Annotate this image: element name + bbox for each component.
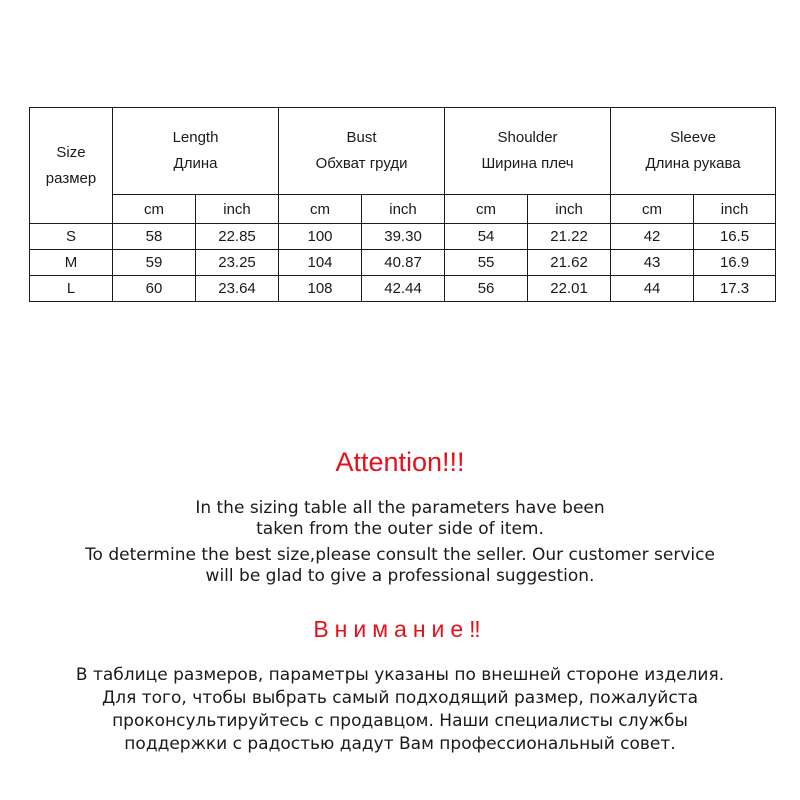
unit-cell: cm: [279, 195, 362, 224]
length-header-en: Length: [172, 129, 219, 146]
value-cell: 60: [113, 276, 196, 302]
value-cell: 100: [279, 224, 362, 250]
size-header-ru: размер: [45, 169, 97, 187]
notice-en-line: In the sizing table all the parameters have been: [195, 498, 605, 518]
notice-en-line: To determine the best size,please consult the seller. Our customer service: [85, 545, 715, 565]
value-cell: 23.64: [196, 276, 279, 302]
value-cell: 40.87: [362, 250, 445, 276]
attention-heading: Attention!!!: [335, 447, 465, 477]
notice-en-line: taken from the outer side of item.: [256, 519, 544, 539]
value-cell: 59: [113, 250, 196, 276]
bust-header-cell: [279, 108, 445, 195]
value-cell: 54: [445, 224, 528, 250]
value-cell: 39.30: [362, 224, 445, 250]
notice-ru-line: В таблице размеров, параметры указаны по внешней стороне изделия.: [75, 665, 725, 685]
table-row: [30, 224, 776, 250]
value-cell: 42.44: [362, 276, 445, 302]
sleeve-header-en: Sleeve: [670, 129, 716, 146]
unit-cell: inch: [362, 195, 445, 224]
unit-cell: cm: [611, 195, 694, 224]
value-cell: 43: [611, 250, 694, 276]
unit-cell: inch: [528, 195, 611, 224]
sleeve-header-ru: Длина рукава: [645, 155, 741, 172]
value-cell: 22.85: [196, 224, 279, 250]
table-row: [30, 276, 776, 302]
size-chart-table: [29, 107, 776, 302]
value-cell: 17.3: [694, 276, 776, 302]
units-row: [30, 195, 776, 224]
size-header-cell: [30, 108, 113, 224]
unit-cell: cm: [445, 195, 528, 224]
notice-ru-line: проконсультируйтесь с продавцом. Наши специалисты службы: [112, 711, 688, 731]
length-header-ru: Длина: [173, 155, 218, 172]
value-cell: 55: [445, 250, 528, 276]
bust-header-ru: Обхват груди: [315, 155, 408, 172]
size-cell: M: [30, 250, 113, 276]
value-cell: 16.9: [694, 250, 776, 276]
bust-header-en: Bust: [346, 129, 377, 146]
shoulder-header-en: Shoulder: [497, 129, 558, 146]
value-cell: 21.62: [528, 250, 611, 276]
attention-heading-ru: Внимание‼: [313, 616, 487, 642]
value-cell: 23.25: [196, 250, 279, 276]
value-cell: 56: [445, 276, 528, 302]
table-row: [30, 250, 776, 276]
unit-cell: cm: [113, 195, 196, 224]
shoulder-header-cell: [445, 108, 611, 195]
value-cell: 42: [611, 224, 694, 250]
value-cell: 44: [611, 276, 694, 302]
size-header-en: Size: [56, 143, 86, 161]
notice-en-line: will be glad to give a professional suggestion.: [205, 566, 595, 586]
unit-cell: inch: [694, 195, 776, 224]
length-header-cell: [113, 108, 279, 195]
table-header-row: [30, 108, 776, 195]
shoulder-header-ru: Ширина плеч: [481, 155, 574, 172]
sleeve-header-cell: [611, 108, 776, 195]
value-cell: 108: [279, 276, 362, 302]
value-cell: 104: [279, 250, 362, 276]
notice-ru-line: поддержки с радостью дадут Вам профессиональный совет.: [124, 734, 676, 754]
value-cell: 22.01: [528, 276, 611, 302]
notice-ru-line: Для того, чтобы выбрать самый подходящий размер, пожалуйста: [101, 688, 699, 708]
value-cell: 58: [113, 224, 196, 250]
value-cell: 16.5: [694, 224, 776, 250]
size-cell: S: [30, 224, 113, 250]
unit-cell: inch: [196, 195, 279, 224]
value-cell: 21.22: [528, 224, 611, 250]
size-cell: L: [30, 276, 113, 302]
